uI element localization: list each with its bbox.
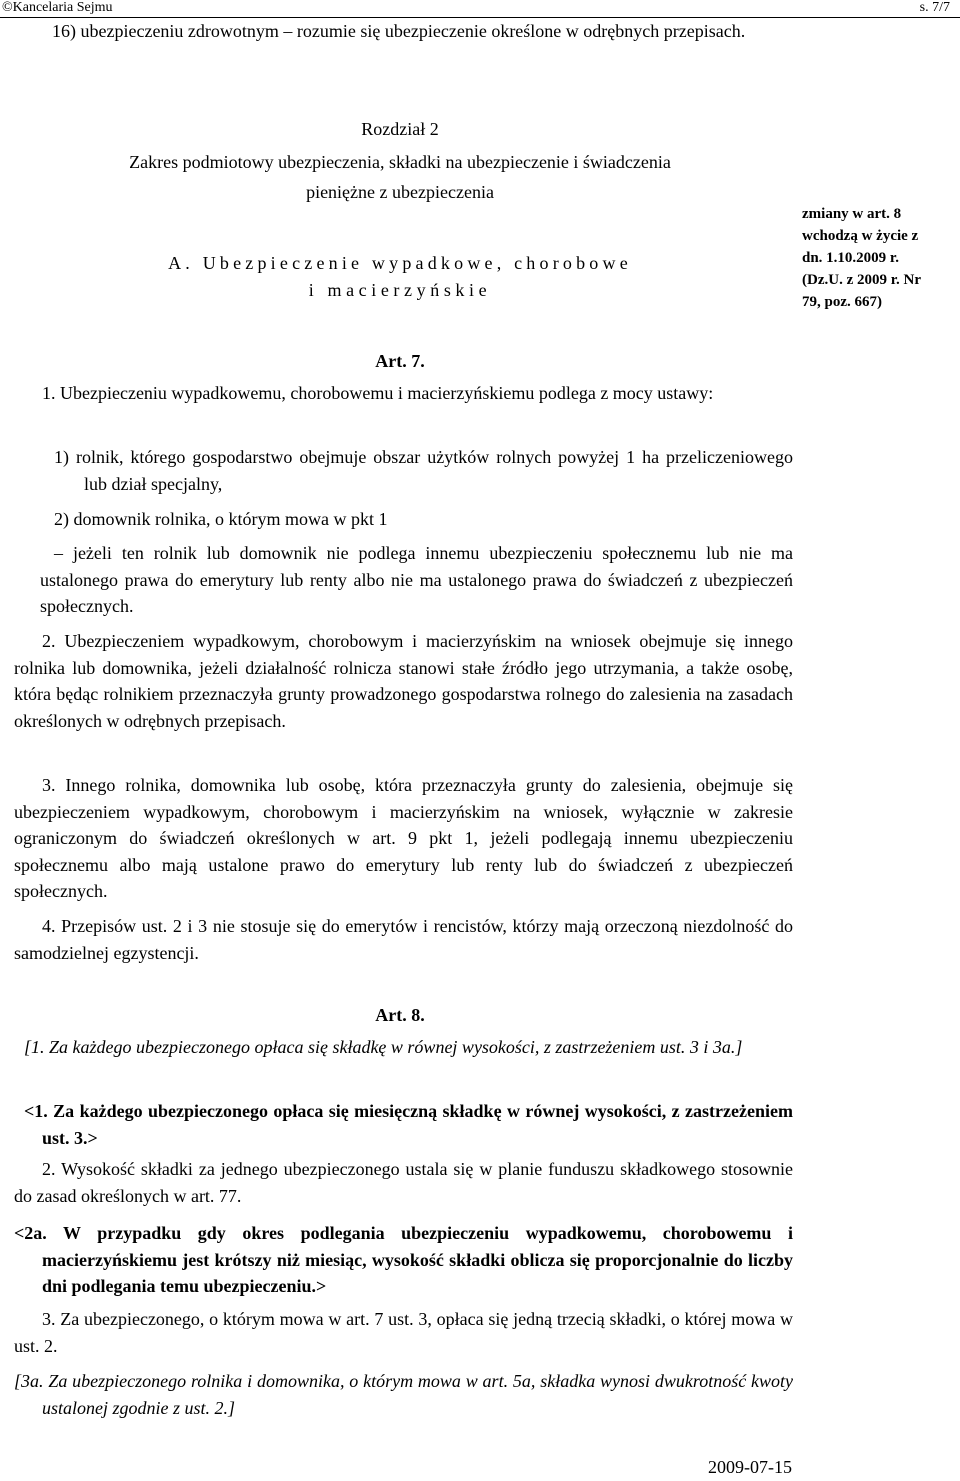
art-7-title: Art. 7. — [375, 351, 425, 371]
header-source: ©Kancelaria Sejmu — [2, 0, 113, 15]
section-a-title-line-1: A. Ubezpieczenie wypadkowe, chorobowe — [168, 253, 632, 273]
art-7-para-1: 1. Ubezpieczeniu wypadkowemu, chorobowemu i macierzyńskiemu podlega z mocy ustawy: — [42, 383, 714, 403]
art-7-para-3: 3. Innego rolnika, domownika lub osobę, która przeznaczyła grunty do zalesienia, obejmuje się ubezpieczeniem wypadkowym, chorobowym i macierzyńskim na wniosek, wyłącznie w zakresie ograniczonym do świadczeń określonych w art. 9 pkt 1, jeżeli podlegają innemu ubezpieczeniu społecznemu albo mają ustalone prawo do emerytury lub renty lub do świadczeń z ubezpieczeń społecznych. — [14, 775, 793, 901]
amendment-side-note: zmiany w art. 8 wchodzą w życie z dn. 1.10.2009 r. (Dz.U. z 2009 r. Nr 79, poz. 667) — [802, 206, 921, 310]
section-a-title-line-2: i macierzyńskie — [308, 280, 492, 300]
chapter-title: Rozdział 2 — [361, 119, 439, 139]
footer-date: 2009-07-15 — [708, 1457, 792, 1477]
art-7-para-1-point-1: 1) rolnik, którego gospodarstwo obejmuje obszar użytków rolnych powyżej 1 ha przeliczeniowego lub dział specjalny, — [54, 447, 793, 494]
item-16: 16) ubezpieczeniu zdrowotnym – rozumie się ubezpieczenie określone w odrębnych przepisach. — [52, 21, 746, 41]
art-8-para-2a: <2a. W przypadku gdy okres podlegania ubezpieczeniu wypadkowemu, chorobowemu i macierzyńskiemu jest krótszy niż miesiąc, wysokość składki oblicza się proporcjonalnie do liczby dni podlegania temu ubezpieczeniu.> — [14, 1223, 793, 1296]
chapter-subtitle-line-2: pieniężne z ubezpieczenia — [306, 182, 494, 202]
art-7-para-1-dash: – jeżeli ten rolnik lub domownik nie podlega innemu ubezpieczeniu społecznemu lub nie ma ustalonego prawa do emerytury lub renty albo nie ma ustalonego prawa do świadczeń z ubezpieczeń społecznych. — [40, 543, 793, 616]
header-page-number: s. 7/7 — [919, 0, 950, 15]
art-8-para-2: 2. Wysokość składki za jednego ubezpieczonego ustala się w planie funduszu składkowego stosownie do zasad określonych w art. 77. — [14, 1159, 793, 1206]
art-8-para-1-old: [1. Za każdego ubezpieczonego opłaca się składkę w równej wysokości, z zastrzeżeniem ust. 3 i 3a.] — [24, 1037, 743, 1057]
art-7-para-2: 2. Ubezpieczeniem wypadkowym, chorobowym i macierzyńskim na wniosek obejmuje się innego rolnika lub domownika, jeżeli działalność rolnicza stanowi stałe źródło jego utrzymania, a także osobę, która będąc rolnikiem przeznaczyła grunty prowadzonego gospodarstwa rolnego do zalesienia na zasadach określonych w odrębnych przepisach. — [14, 631, 793, 731]
art-8-para-3: 3. Za ubezpieczonego, o którym mowa w art. 7 ust. 3, opłaca się jedną trzecią składki, o której mowa w ust. 2. — [14, 1309, 793, 1356]
art-8-para-1-new: <1. Za każdego ubezpieczonego opłaca się miesięczną składkę w równej wysokości, z zastrzeżeniem ust. 3.> — [24, 1101, 793, 1148]
art-7-para-4: 4. Przepisów ust. 2 i 3 nie stosuje się do emerytów i rencistów, którzy mają orzeczoną niezdolność do samodzielnej egzystencji. — [14, 916, 793, 963]
art-8-title: Art. 8. — [375, 1005, 425, 1025]
art-7-para-1-point-2: 2) domownik rolnika, o którym mowa w pkt 1 — [54, 509, 388, 529]
chapter-subtitle-line-1: Zakres podmiotowy ubezpieczenia, składki na ubezpieczenie i świadczenia — [129, 152, 671, 172]
art-8-para-3a: [3a. Za ubezpieczonego rolnika i domownika, o którym mowa w art. 5a, składka wynosi dwukrotność kwoty ustalonej zgodnie z ust. 2.] — [14, 1371, 793, 1418]
